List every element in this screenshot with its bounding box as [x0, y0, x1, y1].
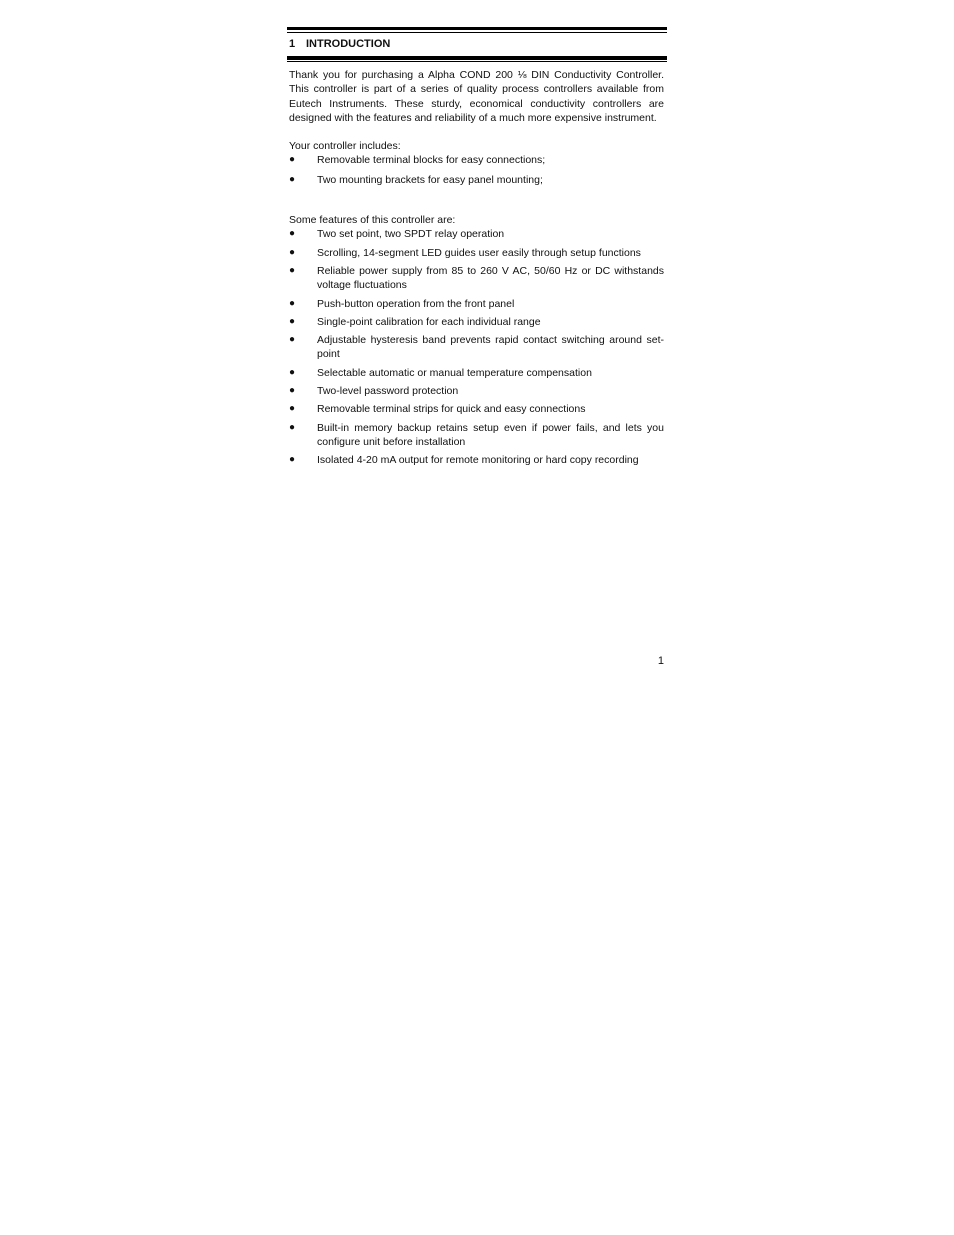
top-rule: [287, 27, 667, 30]
bullet-icon: ●: [289, 173, 296, 185]
bullet-icon: ●: [289, 385, 296, 397]
heading-bottom-rule: [287, 56, 667, 60]
list-item: [289, 227, 664, 241]
heading-bottom-rule-thin: [287, 61, 667, 62]
bullet-icon: ●: [289, 297, 296, 309]
list-item-text: Single-point calibration for each individual range: [317, 315, 541, 328]
list-item: [289, 297, 664, 311]
bullet-icon: ●: [289, 154, 296, 166]
bullet-icon: ●: [289, 315, 296, 327]
list-item: [289, 264, 664, 293]
list-item-text: Two mounting brackets for easy panel mounting;: [317, 173, 543, 186]
bullet-icon: ●: [289, 421, 296, 433]
includes-list: [289, 153, 664, 187]
list-item: [289, 366, 664, 380]
bullet-icon: ●: [289, 454, 296, 466]
list-item: [289, 333, 664, 362]
list-item-text: Removable terminal blocks for easy connections;: [317, 154, 546, 167]
list-item-text: Push-button operation from the front panel: [317, 297, 515, 310]
list-item: [289, 402, 664, 416]
bullet-icon: ●: [289, 228, 296, 240]
list-item: [289, 384, 664, 398]
list-item: [289, 453, 664, 467]
list-item-text: Built-in memory backup retains setup even if power fails, and lets you configure unit before installation: [317, 421, 664, 448]
list-item: [289, 315, 664, 329]
section-title: INTRODUCTION: [306, 38, 391, 50]
bullet-icon: ●: [289, 246, 296, 258]
list-item-text: Removable terminal strips for quick and easy connections: [317, 403, 586, 416]
intro-paragraph: Thank you for purchasing a Alpha COND 200 ⅛ DIN Conductivity Controller. This controller is part of a series of quality process controllers available from Eutech Instruments. These sturdy, economical conductivity controllers are designed with the features and reliability of a much more expensive instrument.: [289, 69, 664, 124]
list-item: [289, 421, 664, 450]
bullet-icon: ●: [289, 334, 296, 346]
list-item-text: Two-level password protection: [317, 385, 459, 398]
list-item-text: Reliable power supply from 85 to 260 V AC, 50/60 Hz or DC withstands voltage fluctuations: [317, 264, 664, 292]
bullet-icon: ●: [289, 264, 296, 276]
page-number: 1: [657, 655, 664, 667]
bullet-icon: ●: [289, 366, 296, 378]
list-item-text: Adjustable hysteresis band prevents rapid contact switching around set-point: [317, 334, 664, 361]
features-label: Some features of this controller are:: [289, 214, 456, 227]
list-item: [289, 246, 664, 260]
features-list: [289, 227, 664, 467]
section-heading: [287, 34, 667, 54]
top-rule-thin: [287, 32, 667, 33]
section-number: 1: [289, 38, 296, 50]
list-item-text: Two set point, two SPDT relay operation: [317, 228, 505, 241]
section-content: [287, 68, 667, 468]
list-item-text: Selectable automatic or manual temperature compensation: [317, 366, 592, 379]
list-item: [289, 153, 664, 167]
list-item-text: Scrolling, 14-segment LED guides user easily through setup functions: [317, 246, 641, 259]
list-item: [289, 173, 664, 187]
bullet-icon: ●: [289, 403, 296, 415]
includes-label: Your controller includes:: [289, 140, 401, 153]
list-item-text: Isolated 4-20 mA output for remote monitoring or hard copy recording: [317, 454, 639, 467]
document-page: [287, 27, 667, 472]
